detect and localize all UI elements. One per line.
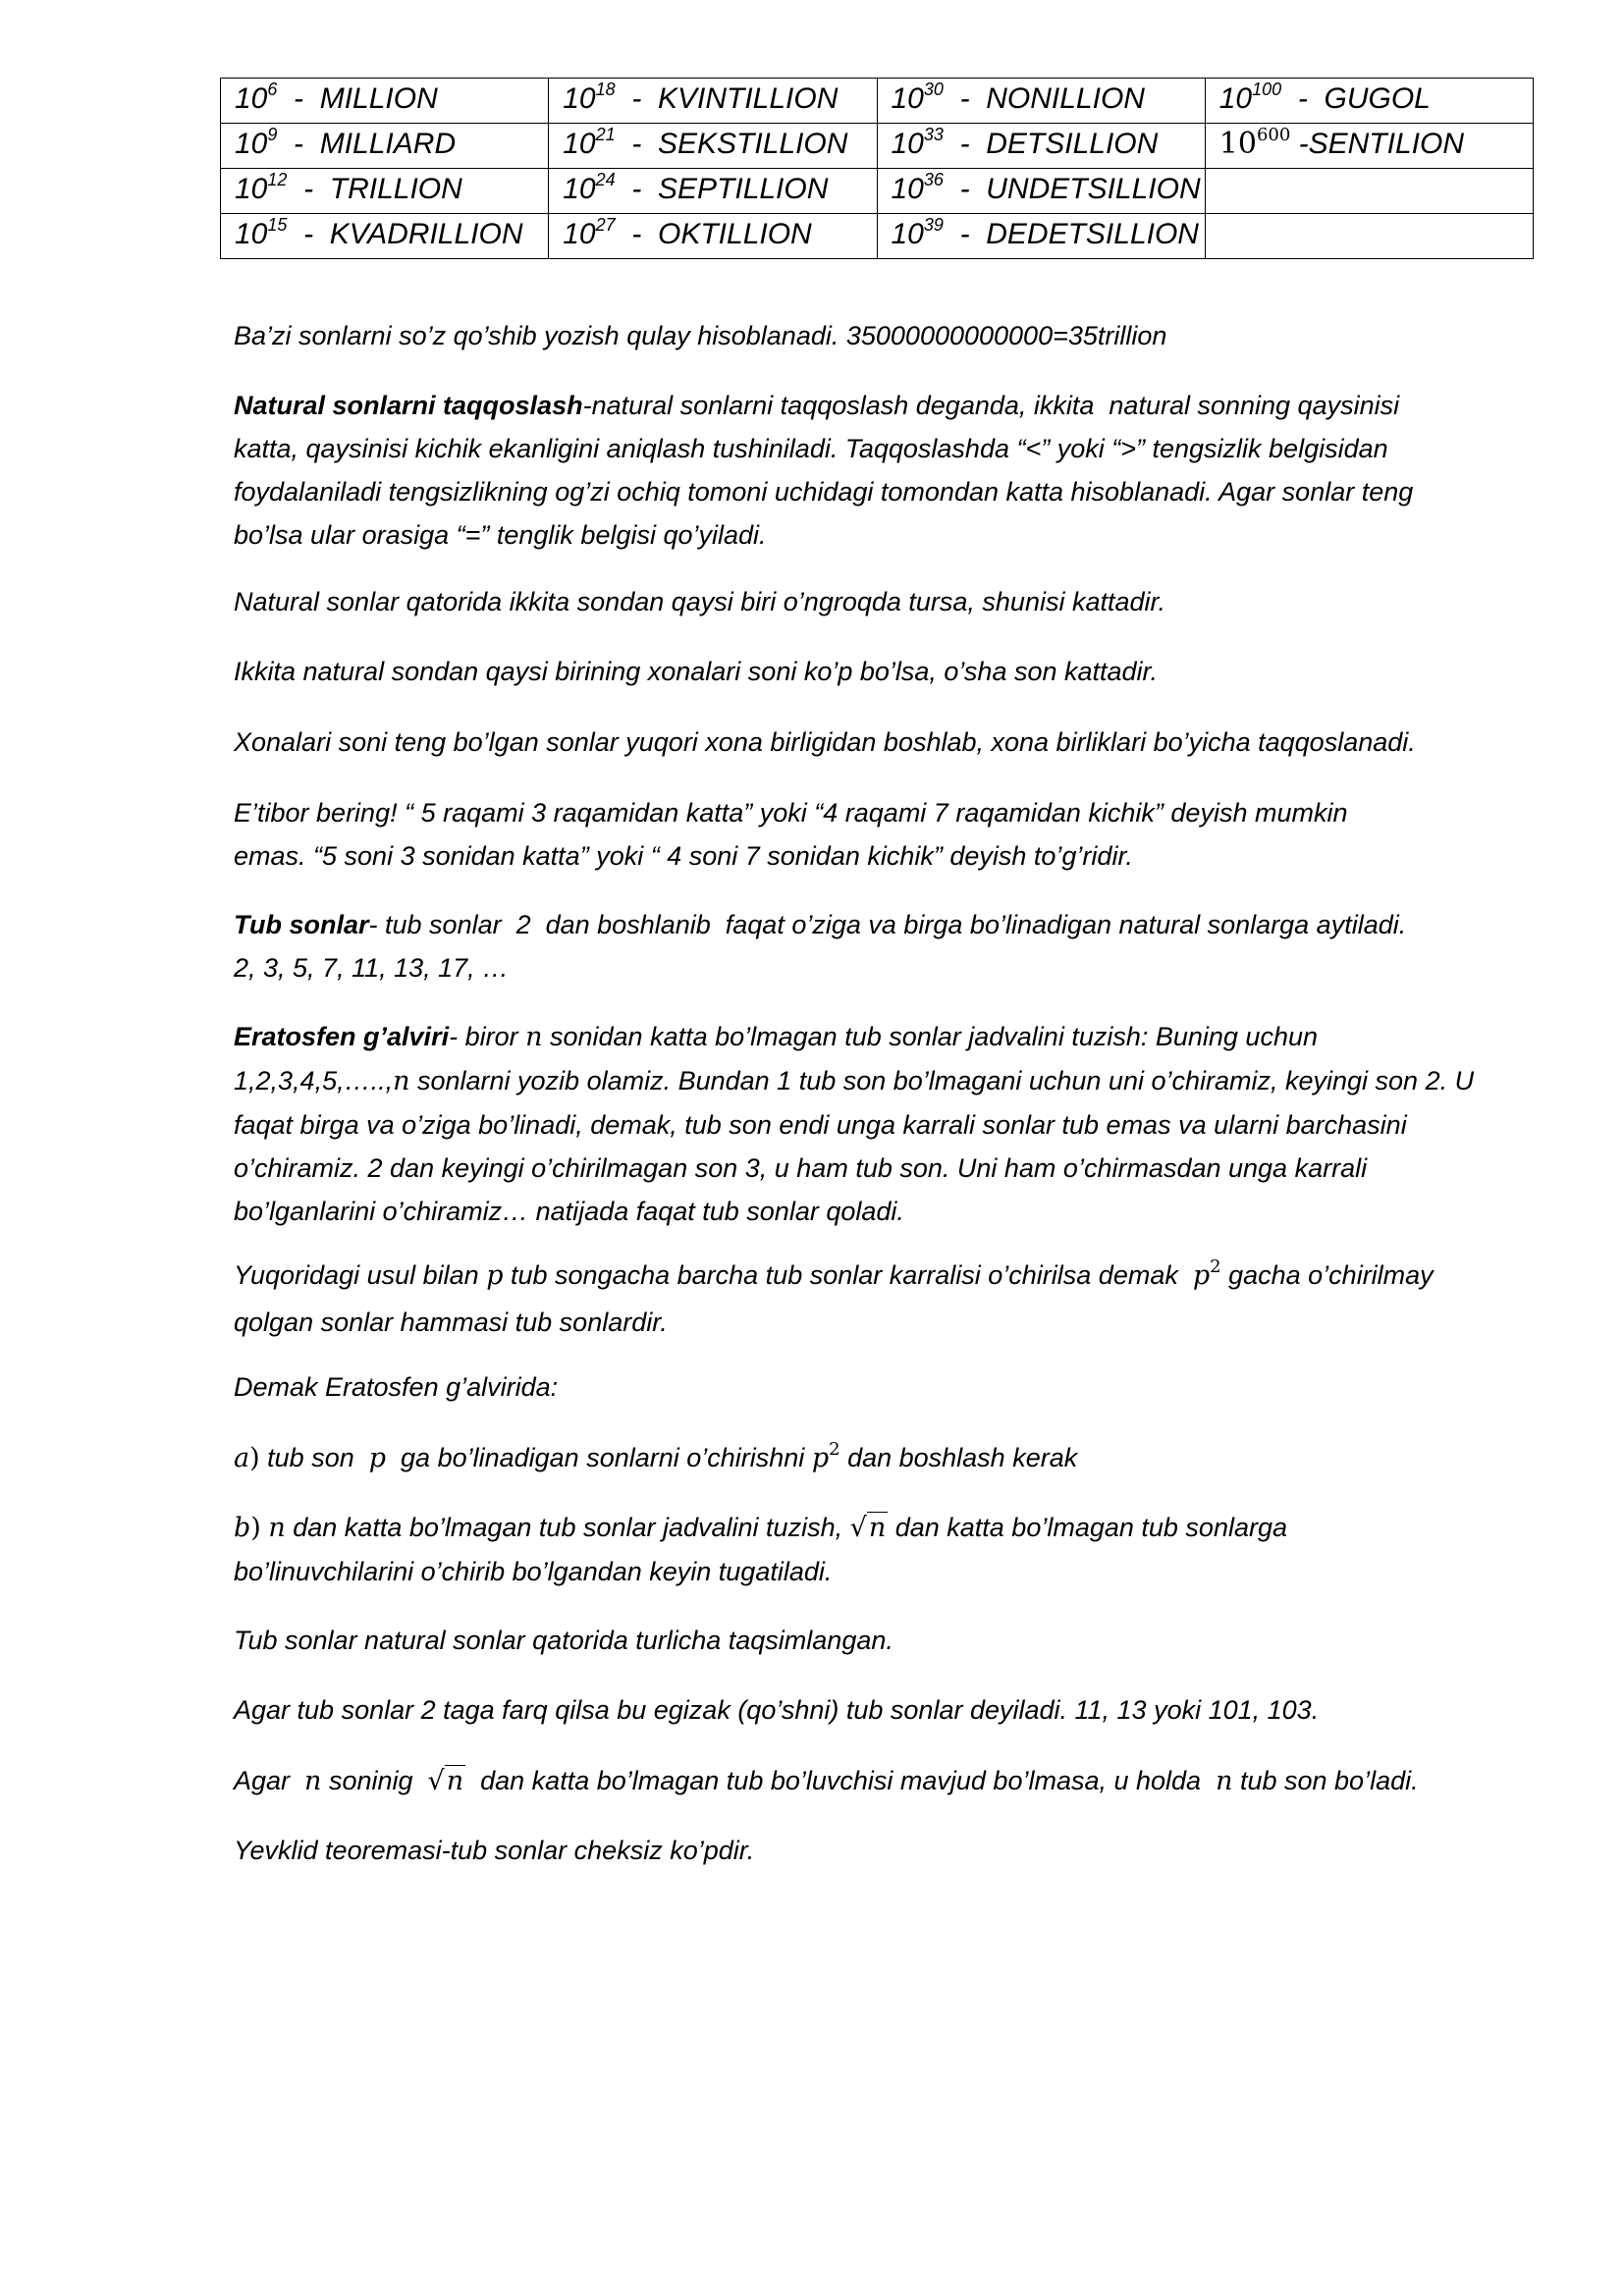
number-name: DEDETSILLION (986, 218, 1199, 250)
paragraph-distribution: Tub sonlar natural sonlar qatorida turlicha taqsimlangan. (234, 1626, 893, 1655)
power-of-ten: $10^9$ (235, 125, 278, 160)
table-cell: $10^{12}$ - TRILLION (221, 169, 549, 214)
paragraph-method: Yuqoridagi usul bilan p tub songacha barcha tub sonlar karralisi o’chirilsa demak $p^2$ gacha o’chirilmay qolgan sonlar hammasi tub sonlardir. (234, 1256, 1434, 1337)
table-row (221, 214, 1534, 259)
power-of-ten: $10^{33}$ (891, 125, 944, 160)
table-row (221, 169, 1534, 214)
number-name: OKTILLION (658, 218, 812, 250)
table-cell: $10^{100}$ - GUGOL (1205, 79, 1533, 124)
paragraph-rule-a: a) tub son p ga bo’linadigan sonlarni o’chirishni $p^2$ dan boshlash kerak (234, 1439, 1078, 1473)
power-of-ten: $10^{24}$ (563, 170, 616, 205)
paragraph-sieve: Eratosfen g’alviri- biror n sonidan katta bo’lmagan tub sonlar jadvalini tuzish: Buning uchun 1,2,3,4,5,…..,n sonlarni yozib olamiz. Bundan 1 tub son bo’lmagani uchun uni o’chiramiz, keyingi son 2. U faqat birga va o’ziga bo’linadi, demak, tub son endi unga karrali sonlar tub emas va ularni barchasini o’chiramiz. 2 dan keyingi o’chirilmagan son 3, u ham tub son. Uni ham o’chirmasdan unga karrali bo’lganlarini o’chiramiz… natijada faqat tub sonlar qoladi. (234, 1022, 1475, 1226)
power-of-ten: $10^{36}$ (891, 170, 944, 205)
paragraph-twin-primes: Agar tub sonlar 2 taga farq qilsa bu egizak (qo’shni) tub sonlar deyiladi. 11, 13 yoki 101, 103. (234, 1695, 1320, 1725)
table-cell: $10^{21}$ - SEKSTILLION (549, 124, 877, 169)
number-name: SEPTILLION (658, 173, 829, 205)
number-name: DETSILLION (986, 128, 1159, 160)
paragraph-prime-numbers: Tub sonlar- tub sonlar 2 dan boshlanib faqat o’ziga va birga bo’linadigan natural sonlarga aytiladi. 2, 3, 5, 7, 11, 13, 17, … (234, 910, 1407, 983)
power-of-ten: $10^{15}$ (235, 215, 288, 250)
number-name: UNDETSILLION (986, 173, 1201, 205)
term-comparison: Natural sonlarni taqqoslash (234, 391, 583, 420)
number-name: KVADRILLION (329, 218, 523, 250)
paragraph-comparison: Natural sonlarni taqqoslash-natural sonlarni taqqoslash deganda, ikkita natural sonning qaysinisi katta, qaysinisi kichik ekanligini aniqlash tushiniladi. Taqqoslashda “<” yoki “>” tengsizlik belgisidan foydalaniladi tengsizlikning og’zi ochiq tomoni uchidagi tomondan katta hisoblanadi. Agar sonlar teng bo’lsa ular orasiga “=” tenglik belgisi qo’yiladi. (234, 391, 1414, 550)
paragraph-sieve-summary: Demak Eratosfen g’alvirida: (234, 1372, 559, 1402)
power-of-ten: $10^{12}$ (235, 170, 288, 205)
table-cell: $10^{27}$ - OKTILLION (549, 214, 877, 259)
table-cell: $10^{33}$ - DETSILLION (877, 124, 1205, 169)
power-of-ten: $10^6$ (235, 80, 278, 115)
table-cell: $10^{18}$ - KVINTILLION (549, 79, 877, 124)
paragraph-euclid: Yevklid teoremasi-tub sonlar cheksiz ko’pdir. (234, 1836, 755, 1865)
number-name: MILLIARD (319, 128, 457, 160)
power-of-ten: $10^{21}$ (563, 125, 616, 160)
number-name: SEKSTILLION (658, 128, 848, 160)
paragraph-rule-b: b) n dan katta bo’lmagan tub sonlar jadvalini tuzish, √n dan katta bo’lmagan tub sonlarga bo’linuvchilarini o’chirib bo’lgandan keyin tugatiladi. (234, 1513, 1287, 1586)
power-of-ten: $10^{30}$ (891, 80, 944, 115)
term-prime-numbers: Tub sonlar (234, 910, 369, 939)
number-name: SENTILION (1308, 128, 1464, 160)
table-cell: $10^{36}$ - UNDETSILLION (877, 169, 1205, 214)
table-cell: $10^9$ - MILLIARD (221, 124, 549, 169)
power-of-ten: $10^{39}$ (891, 215, 944, 250)
number-name: TRILLION (329, 173, 462, 205)
table-cell: $10^{600}$ -SENTILION (1205, 124, 1533, 169)
paragraph-attention: E’tibor bering! “ 5 raqami 3 raqamidan katta” yoki “4 raqami 7 raqamidan kichik” deyish mumkin emas. “5 soni 3 sonidan katta” yoki “ 4 soni 7 sonidan kichik” deyish to’g’ridir. (234, 798, 1348, 871)
number-name: GUGOL (1324, 82, 1431, 115)
number-names-table (220, 78, 1534, 259)
power-of-ten: $10^{18}$ (563, 80, 616, 115)
sqrt-n: √n (849, 1513, 887, 1543)
paragraph-rule-right: Natural sonlar qatorida ikkita sondan qaysi biri o’ngroqda tursa, shunisi kattadir. (234, 587, 1166, 616)
power-of-ten: $10^{600}$ (1218, 125, 1291, 161)
table-row (221, 124, 1534, 169)
paragraph-rule-places: Xonalari soni teng bo’lgan sonlar yuqori xona birligidan boshlab, xona birliklari bo’yicha taqqoslanadi. (234, 727, 1416, 757)
term-sieve: Eratosfen g’alviri (234, 1022, 450, 1051)
number-name: KVINTILLION (658, 82, 839, 115)
table-cell: $10^{39}$ - DEDETSILLION (877, 214, 1205, 259)
table-cell (1205, 169, 1533, 214)
power-of-ten: $10^{100}$ (1218, 80, 1282, 115)
power-of-ten: $10^{27}$ (563, 215, 616, 250)
paragraph-rule-digits: Ikkita natural sondan qaysi birining xonalari soni ko’p bo’lsa, o’sha son kattadir. (234, 657, 1159, 686)
table-cell: $10^{15}$ - KVADRILLION (221, 214, 549, 259)
number-name: MILLION (319, 82, 438, 115)
paragraph-primality-test: Agar n soninig √n dan katta bo’lmagan tub bo’luvchisi mavjud bo’lmasa, u holda n tub son bo’ladi. (234, 1766, 1419, 1796)
table-cell (1205, 214, 1533, 259)
table-row (221, 79, 1534, 124)
number-name: NONILLION (986, 82, 1145, 115)
table-cell: $10^{30}$ - NONILLION (877, 79, 1205, 124)
table-cell: $10^6$ - MILLION (221, 79, 549, 124)
paragraph-word-numbers: Ba’zi sonlarni so’z qo’shib yozish qulay hisoblanadi. 35000000000000=35trillion (234, 321, 1167, 350)
table-cell: $10^{24}$ - SEPTILLION (549, 169, 877, 214)
sqrt-n-2: √n (427, 1766, 464, 1796)
